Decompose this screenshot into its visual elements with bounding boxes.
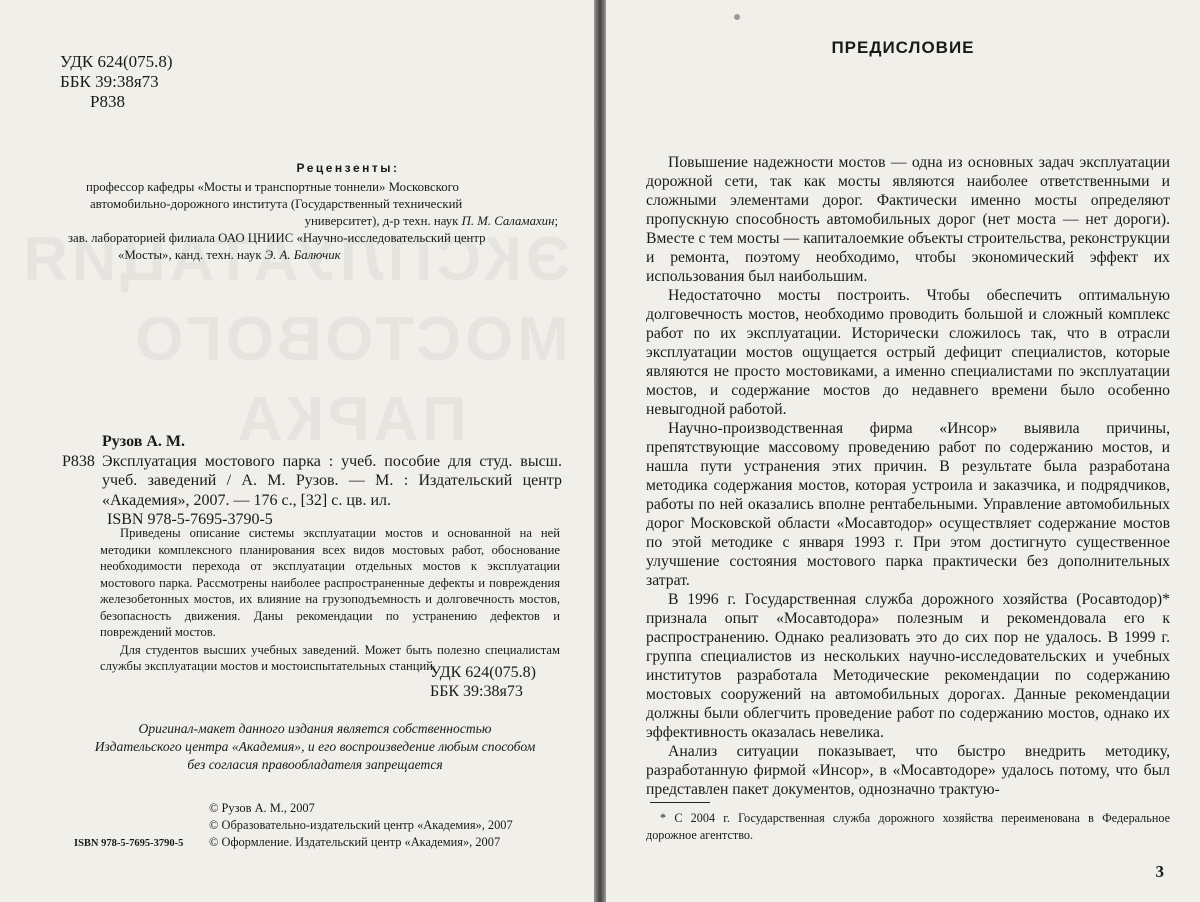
copyright-note: Оригинал-макет данного издания является собственностью Издательского центра «Академия», и его воспроизведение любым способом без согласия правообладателя запрещается (94, 721, 536, 772)
right-page (606, 0, 1200, 902)
left-page (0, 0, 594, 902)
udk-code: УДК 624(075.8) (430, 664, 536, 681)
page-heading: ПРЕДИСЛОВИЕ (831, 38, 975, 57)
paragraph: Анализ ситуации показывает, что быстро внедрить методику, разработанную фирмой «Инсор», в «Мосавтодоре» удалось потому, что был представлен пакет документов, однозначно трактую- (646, 743, 1170, 798)
biblio-description: Эксплуатация мостового парка : учеб. пособие для студ. высш. учеб. заведений / А. М. Рузов. — М. : Издательский центр «Академия», 2007. — 176 с., [32] с. цв. ил. (102, 452, 562, 509)
scan-spot (734, 14, 740, 20)
footnote: * С 2004 г. Государственная служба дорожного хозяйства переименована в Федеральное дорожное агентство. (646, 811, 1170, 842)
paragraph: Недостаточно мосты построить. Чтобы обеспечить оптимальную долговечность мостов, необходимо проводить большой и сложный комплекс работ по их эксплуатации. Исторически сложилось так, что в отрасли эксплуатации мостов ощущается острый дефицит специалистов, которые являются не просто мостовиками, а именно специалистами по эксплуатации мостов, и содержание мостов до недавнего времени было особенно невыгодной работой. (646, 287, 1170, 418)
biblio-shelf-mark: Р838 (62, 452, 95, 470)
bibliographic-record (62, 432, 562, 530)
udk-code: УДК 624(075.8) (60, 52, 173, 71)
reviewer-line: автомобильно-дорожного института (Государственный технический (90, 197, 463, 211)
bbk-code: ББК 39:38я73 (430, 683, 523, 700)
classification-codes-bottom (430, 663, 536, 701)
reviewer-line: университет), д-р техн. наук П. М. Саламахин; (304, 214, 558, 228)
book-gutter (594, 0, 606, 902)
page-number: 3 (1155, 862, 1164, 881)
reviewers-block (68, 160, 558, 264)
bbk-code: ББК 39:38я73 (60, 72, 159, 91)
isbn-small: ISBN 978-5-7695-3790-5 (74, 838, 184, 849)
shelf-mark: Р838 (90, 92, 125, 111)
classification-codes (60, 52, 173, 112)
reviewers-heading: Рецензенты: (296, 161, 400, 175)
annotation-paragraph: Для студентов высших учебных заведений. Может быть полезно специалистам службы эксплуатации мостов и мостоиспытательных станций. (100, 642, 560, 673)
copyright-lines (74, 800, 574, 852)
paragraph: Повышение надежности мостов — одна из основных задач эксплуатации дорожной сети, так как мосты являются наиболее ответственными и сложными элементами дорог. Фактически именно мосты определяют пропускную способность автомобильных дорог (нет моста — нет дороги). Вместе с тем мосты — капиталоемкие объекты строительства, реконструкции и ремонта, поэтому необходимо, чтобы экономический эффект их использования был наибольшим. (646, 154, 1170, 285)
reviewer-name: Э. А. Балючик (264, 248, 341, 262)
footnote-rule (650, 802, 710, 803)
reviewer-line: зав. лабораторией филиала ОАО ЦНИИС «Научно-исследовательский центр (68, 231, 486, 245)
paragraph: В 1996 г. Государственная служба дорожного хозяйства (Росавтодор)* признала опыт «Мосавтодора» полезным и рекомендовала его к распространению. Однако реализовать это до сих пор не удалось. В 1999 г. группа специалистов из нескольких научно-исследовательских и учебных институтов разработала Методические рекомендации по содержанию мостовых сооружений на автомобильных дорогах. Данные рекомендации должны были облегчить проведение работ по содержанию мостов, однако их эффективность оказалась невелика. (646, 591, 1170, 741)
reviewer-line: профессор кафедры «Мосты и транспортные тоннели» Московского (86, 180, 459, 194)
reviewer-name: П. М. Саламахин (461, 214, 555, 228)
copyright-line: © Оформление. Издательский центр «Академия», 2007 (209, 835, 501, 849)
author-name: Рузов А. М. (102, 433, 186, 450)
copyright-line: © Образовательно-издательский центр «Академия», 2007 (209, 818, 513, 832)
copyright-line: © Рузов А. М., 2007 (209, 801, 315, 815)
body-text (646, 153, 1170, 799)
isbn: ISBN 978-5-7695-3790-5 (107, 511, 273, 528)
annotation-paragraph: Приведены описание системы эксплуатации мостов и основанной на ней методики комплексного планирования всех видов мостовых работ, обоснование необходимости перехода от эксплуатации отдельных мостов к эксплуатации мостового парка. Рассмотрены наиболее распространенные дефекты и повреждения железобетонных мостов, их влияние на грузоподъемность и долговечность мостов, безопасность движения. Даны рекомендации по устранению дефектов и повреждений мостов. (100, 526, 560, 639)
paragraph: Научно-производственная фирма «Инсор» выявила причины, препятствующие массовому проведению работ по содержанию мостов, и нашла пути устранения этих причин. В результате была разработана методика содержания мостов, которая устроила и заказчика, и подрядчиков, работы по ней оказались вполне рентабельными. Управление автомобильных дорог Московской области «Мосавтодор» осуществляет содержание мостов по этой методике с января 1993 г. При этом достигнуто существенное улучшение состояния мостового парка практически без дополнительных затрат. (646, 420, 1170, 589)
annotation (100, 525, 560, 675)
reviewer-line: «Мосты», канд. техн. наук Э. А. Балючик (118, 248, 341, 262)
